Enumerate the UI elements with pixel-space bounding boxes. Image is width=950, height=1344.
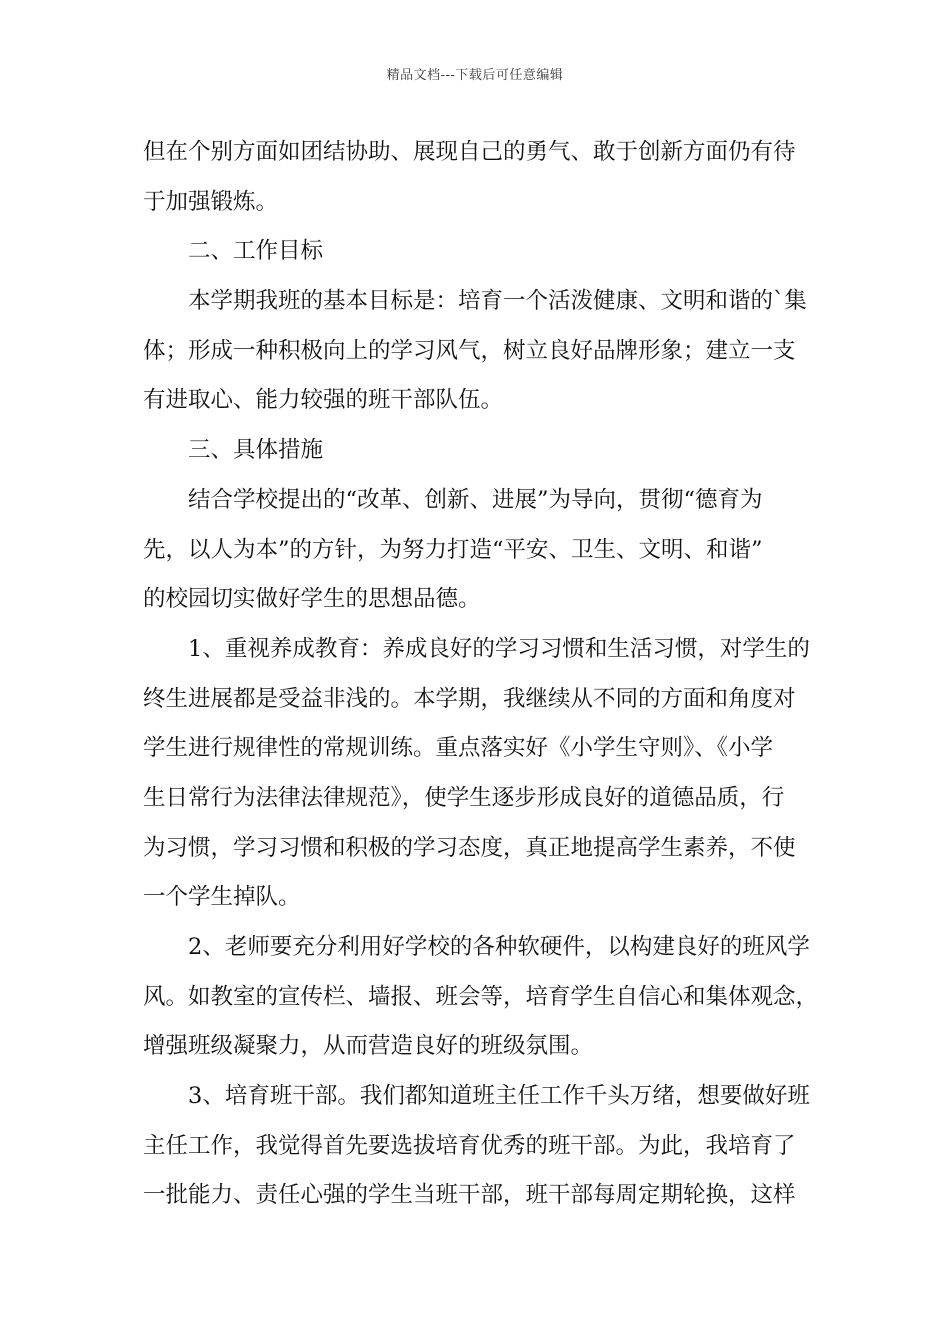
document-body <box>143 128 823 1221</box>
text-line: 风。如教室的宣传栏、墙报、班会等，培育学生自信心和集体观念， <box>143 983 819 1010</box>
section-heading: 三、具体措施 <box>188 437 324 464</box>
text-line: 于加强锻炼。 <box>143 188 279 215</box>
text-line: 结合学校提出的“改革、创新、进展”为导向，贯彻“德育为 <box>188 486 763 513</box>
text-line: 2、老师要充分利用好学校的各种软硬件，以构建良好的班风学 <box>188 934 810 960</box>
text-line: 先，以人为本”的方针，为努力打造“平安、卫生、文明、和谐” <box>143 536 763 563</box>
text-line: 一个学生掉队。 <box>143 884 301 911</box>
text-line: 3、培育班干部。我们都知道班主任工作千头万绪，想要做好班 <box>188 1083 810 1110</box>
text-line: 为习惯，学习习惯和积极的学习态度，真正地提高学生素养，不使 <box>143 834 796 861</box>
text-line: 学生进行规律性的常规训练。重点落实好《小学生守则》、《小学 <box>143 735 774 762</box>
text-line: 但在个别方面如团结协助、展现自己的勇气、敢于创新方面仍有待 <box>143 139 796 165</box>
text-line: 主任工作，我觉得首先要选拔培育优秀的班干部。为此，我培育了 <box>143 1132 796 1159</box>
text-line: 有进取心、能力较强的班干部队伍。 <box>143 387 504 414</box>
text-line: 的校园切实做好学生的思想品德。 <box>143 586 481 613</box>
page-header: 精品文档---下载后可任意编辑 <box>386 68 564 83</box>
text-line: 1、重视养成教育：养成良好的学习习惯和生活习惯，对学生的 <box>188 635 810 662</box>
text-line: 本学期我班的基本目标是：培育一个活泼健康、文明和谐的`集 <box>188 288 807 315</box>
text-line: 体；形成一种积极向上的学习风气，树立良好品牌形象；建立一支 <box>143 337 796 364</box>
text-line: 一批能力、责任心强的学生当班干部，班干部每周定期轮换，这样 <box>143 1182 796 1209</box>
section-heading: 二、工作目标 <box>188 238 324 265</box>
text-line: 增强班级凝聚力，从而营造良好的班级氛围。 <box>143 1033 594 1060</box>
text-line: 终生进展都是受益非浅的。本学期，我继续从不同的方面和角度对 <box>143 685 796 712</box>
text-line: 生日常行为法律法律规范》，使学生逐步形成良好的道德品质，行 <box>143 784 785 811</box>
